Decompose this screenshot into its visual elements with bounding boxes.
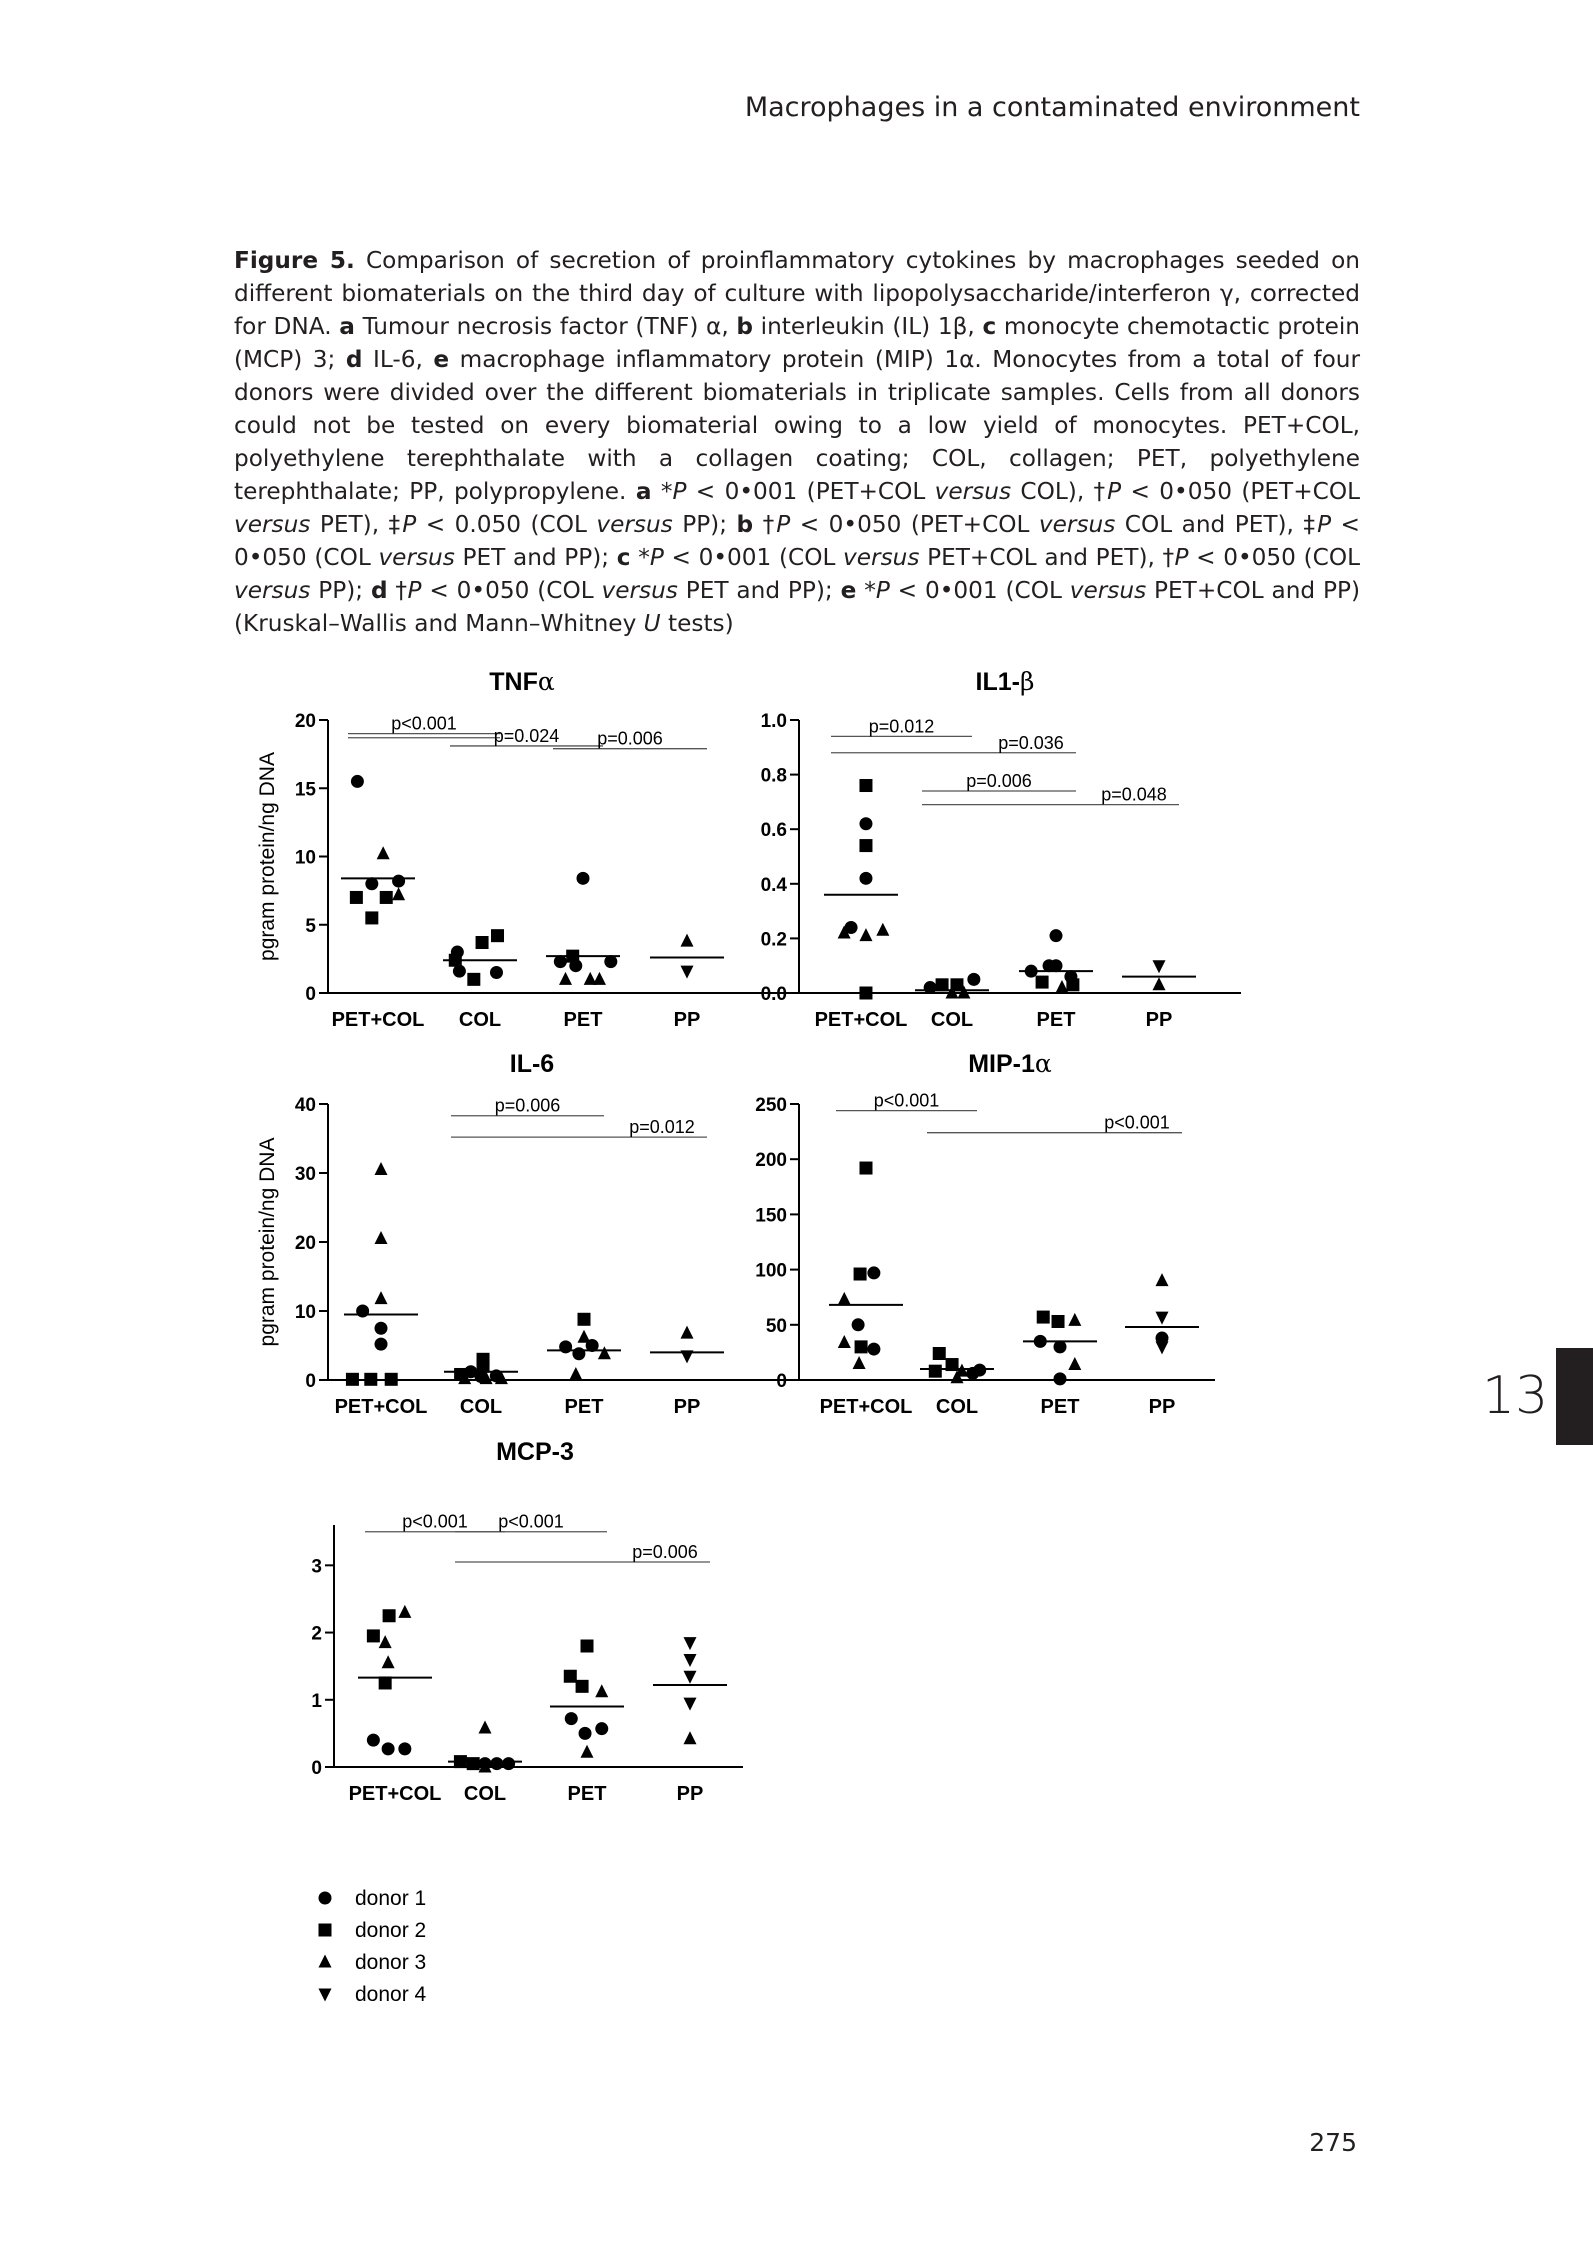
data-point	[564, 1670, 577, 1683]
data-point	[838, 1292, 851, 1305]
data-point	[684, 1731, 697, 1744]
data-point	[967, 973, 980, 986]
data-point	[855, 1340, 868, 1353]
legend-label: donor 2	[355, 1919, 427, 1942]
data-point	[593, 972, 606, 985]
data-point	[598, 1346, 611, 1359]
data-point	[973, 1364, 986, 1377]
significance-label: p<0.001	[402, 1511, 468, 1532]
y-tick-label: 5	[305, 915, 316, 937]
running-head: Macrophages in a contaminated environment	[744, 92, 1360, 123]
data-point	[1054, 1340, 1067, 1353]
data-point	[681, 1326, 694, 1339]
y-tick-label: 0	[305, 984, 316, 1005]
x-category-label: PET+COL	[348, 1783, 442, 1805]
data-point	[1156, 1341, 1169, 1354]
data-point	[581, 1640, 594, 1653]
data-point	[398, 1605, 411, 1618]
data-point	[467, 973, 480, 986]
y-tick-label: 0	[305, 1371, 316, 1392]
panel-mcp3	[311, 1438, 743, 1805]
data-point	[1156, 1273, 1169, 1286]
data-point	[467, 1757, 480, 1770]
data-point	[380, 891, 393, 904]
data-point	[681, 1350, 694, 1363]
data-point	[491, 929, 504, 942]
chart-title: MIP-1α	[968, 1049, 1052, 1078]
significance-label: p<0.001	[1104, 1112, 1170, 1133]
data-point	[479, 1721, 492, 1734]
y-tick-label: 20	[294, 711, 316, 732]
legend-label: donor 4	[355, 1983, 427, 2006]
data-point	[684, 1637, 697, 1650]
legend-marker	[319, 1989, 332, 2002]
data-point	[392, 875, 405, 888]
data-point	[346, 1373, 359, 1386]
y-tick-label: 40	[294, 1095, 316, 1116]
panel-mip1a	[755, 1049, 1215, 1418]
data-point	[367, 1734, 380, 1747]
data-point	[569, 1367, 582, 1380]
x-category-label: PET	[564, 1396, 604, 1418]
legend-label: donor 1	[355, 1887, 427, 1910]
y-tick-label: 0.6	[760, 820, 787, 842]
data-point	[859, 839, 872, 852]
data-point	[1156, 1312, 1169, 1325]
x-category-label: COL	[459, 1396, 503, 1418]
data-point	[946, 1358, 959, 1371]
data-point	[854, 1268, 867, 1281]
data-point	[364, 1373, 377, 1386]
chart-title: IL1-β	[975, 667, 1035, 696]
data-point	[559, 1340, 572, 1353]
data-point	[681, 966, 694, 979]
figure-caption: Figure 5. Comparison of secretion of proinflammatory cytokines by macrophages seeded on different biomaterials on the third day of culture with lipopolysaccharide/interferon γ, corrected for DNA. a Tumour necrosis factor (TNF) α, b interleukin (IL) 1β, c monocyte chemotactic protein (MCP) 3; d IL-6, e macrophage inflammatory protein (MIP) 1α. Monocytes from a total of four donors were divided over the different biomaterials in triplicate samples. Cells from all donors could not be tested on every biomaterial owing to a low yield of monocytes. PET+COL, polyethylene terephthalate with a collagen coating; COL, collagen; PET, polyethylene terephthalate; PP, polypropylene. a *P < 0•001 (PET+COL versus COL), †P < 0•050 (PET+COL versus PET), ‡P < 0.050 (COL versus PP); b †P < 0•050 (PET+COL versus COL and PET), ‡P < 0•050 (COL versus PET and PP); c *P < 0•001 (COL versus PET+COL and PET), †P < 0•050 (COL versus PP); d †P < 0•050 (COL versus PET and PP); e *P < 0•001 (COL versus PET+COL and PP) (Kruskal–Wallis and Mann–Whitney U tests)	[234, 247, 1361, 637]
x-category-label: PET	[563, 1009, 603, 1031]
data-point	[595, 1684, 608, 1697]
chart-title: IL-6	[509, 1050, 555, 1078]
data-point	[379, 1635, 392, 1648]
data-point	[859, 987, 872, 1000]
data-point	[859, 817, 872, 830]
x-category-label: COL	[458, 1009, 502, 1031]
x-category-label: PET+COL	[334, 1396, 428, 1418]
data-point	[681, 934, 694, 947]
data-point	[838, 1335, 851, 1348]
data-point	[1050, 929, 1063, 942]
data-point	[1054, 1372, 1067, 1385]
data-point	[859, 928, 872, 941]
data-point	[1066, 978, 1079, 991]
y-tick-label: 100	[755, 1260, 787, 1282]
y-tick-label: 1.0	[760, 711, 787, 732]
data-point	[1034, 1335, 1047, 1348]
y-axis-label: pgram protein/ng DNA	[256, 1137, 279, 1347]
data-point	[454, 1755, 467, 1768]
data-point	[392, 887, 405, 900]
data-point	[595, 1722, 608, 1735]
y-tick-label: 250	[755, 1095, 787, 1116]
x-category-label: PP	[1145, 1009, 1173, 1031]
significance-label: p=0.006	[494, 1095, 561, 1116]
data-point	[578, 1330, 591, 1343]
y-tick-label: 10	[294, 1302, 316, 1323]
data-point	[867, 1343, 880, 1356]
data-point	[581, 1745, 594, 1758]
data-point	[1068, 1313, 1081, 1326]
data-point	[1037, 1311, 1050, 1324]
x-category-label: PP	[673, 1009, 701, 1031]
data-point	[572, 1347, 585, 1360]
data-point	[859, 779, 872, 792]
panel-il1b	[761, 667, 1241, 1031]
data-point	[385, 1373, 398, 1386]
data-point	[684, 1671, 697, 1684]
chart-title: MCP-3	[496, 1438, 574, 1466]
legend-marker	[319, 1924, 332, 1937]
data-point	[853, 1356, 866, 1369]
y-tick-label: 50	[765, 1315, 787, 1337]
data-point	[382, 1742, 395, 1755]
data-point	[375, 1338, 388, 1351]
data-point	[350, 891, 363, 904]
significance-label: p=0.012	[868, 716, 935, 737]
significance-label: p=0.024	[493, 725, 560, 746]
chart-title-greek: β	[1020, 667, 1035, 696]
data-point	[398, 1742, 411, 1755]
y-tick-label: 0.8	[760, 765, 787, 787]
x-category-label: PP	[673, 1396, 701, 1418]
data-point	[936, 978, 949, 991]
x-category-label: PP	[676, 1783, 704, 1805]
data-point	[356, 1305, 369, 1318]
data-point	[1050, 959, 1063, 972]
legend-label: donor 3	[355, 1951, 427, 1974]
data-point	[1068, 1357, 1081, 1370]
chapter-tab-marker	[1556, 1348, 1593, 1445]
data-point	[1153, 960, 1166, 973]
data-point	[577, 872, 590, 885]
data-point	[476, 936, 489, 949]
data-point	[1052, 1315, 1065, 1328]
data-point	[490, 1757, 503, 1770]
y-tick-label: 200	[755, 1150, 787, 1172]
chapter-number: 13	[1482, 1366, 1549, 1426]
x-category-label: PET+COL	[819, 1396, 913, 1418]
legend-marker	[319, 1955, 332, 1968]
data-point	[859, 872, 872, 885]
data-point	[375, 1231, 388, 1244]
x-category-label: COL	[930, 1009, 974, 1031]
data-point	[1153, 977, 1166, 990]
data-point	[375, 1322, 388, 1335]
data-point	[579, 1727, 592, 1740]
y-tick-label: 0	[311, 1758, 322, 1779]
data-point	[576, 1680, 589, 1693]
legend-marker	[319, 1892, 332, 1905]
y-tick-label: 0	[776, 1371, 787, 1392]
y-tick-label: 30	[294, 1164, 316, 1185]
data-point	[379, 1676, 392, 1689]
data-point	[933, 1347, 946, 1360]
y-tick-label: 0.2	[760, 929, 787, 951]
data-point	[365, 877, 378, 890]
significance-label: p=0.036	[998, 732, 1064, 753]
chart-title: TNFα	[489, 667, 555, 696]
y-tick-label: 150	[755, 1205, 787, 1227]
x-category-label: COL	[463, 1783, 507, 1805]
y-tick-label: 0.0	[760, 984, 787, 1005]
y-axis-label: pgram protein/ng DNA	[256, 752, 279, 961]
y-tick-label: 3	[311, 1556, 322, 1578]
y-tick-label: 15	[294, 779, 316, 801]
significance-label: p=0.012	[629, 1117, 695, 1138]
x-category-label: PET+COL	[331, 1009, 425, 1031]
x-category-label: PET	[567, 1783, 607, 1805]
x-category-label: COL	[935, 1396, 979, 1418]
significance-label: p=0.006	[597, 728, 663, 749]
data-point	[684, 1698, 697, 1711]
y-tick-label: 0.4	[760, 874, 787, 896]
data-point	[578, 1313, 591, 1326]
significance-label: p<0.001	[873, 1090, 940, 1111]
data-point	[684, 1654, 697, 1667]
data-point	[604, 955, 617, 968]
y-tick-label: 10	[294, 847, 316, 869]
data-point	[502, 1757, 515, 1770]
y-tick-label: 2	[311, 1623, 322, 1645]
data-point	[377, 846, 390, 859]
data-point	[565, 1712, 578, 1725]
data-point	[1036, 976, 1049, 989]
data-point	[852, 1318, 865, 1331]
data-point	[554, 955, 567, 968]
data-point	[449, 954, 462, 967]
data-point	[860, 1162, 873, 1175]
data-point	[477, 1360, 490, 1373]
data-point	[382, 1655, 395, 1668]
chart-title-greek: α	[1034, 1049, 1052, 1078]
data-point	[367, 1629, 380, 1642]
data-point	[383, 1609, 396, 1622]
x-category-label: PET	[1040, 1396, 1080, 1418]
page-number: 275	[1309, 2128, 1357, 2157]
data-point	[375, 1162, 388, 1175]
x-category-label: PET+COL	[814, 1009, 908, 1031]
data-point	[559, 972, 572, 985]
x-category-label: PET	[1036, 1009, 1076, 1031]
significance-label: p<0.001	[391, 713, 457, 734]
x-category-label: PP	[1148, 1396, 1176, 1418]
significance-label: p=0.006	[966, 770, 1032, 791]
data-point	[351, 775, 364, 788]
data-point	[490, 966, 503, 979]
y-tick-label: 20	[294, 1233, 316, 1254]
significance-label: p<0.001	[498, 1511, 564, 1532]
data-point	[929, 1365, 942, 1378]
significance-label: p=0.048	[1101, 784, 1167, 805]
data-point	[566, 950, 579, 963]
significance-label: p=0.006	[632, 1541, 698, 1562]
data-point	[867, 1266, 880, 1279]
donor-legend	[319, 1887, 427, 2006]
data-point	[375, 1291, 388, 1304]
data-point	[876, 923, 889, 936]
chart-title-greek: α	[537, 667, 555, 696]
data-point	[924, 981, 937, 994]
data-point	[365, 911, 378, 924]
y-tick-label: 1	[311, 1690, 322, 1712]
